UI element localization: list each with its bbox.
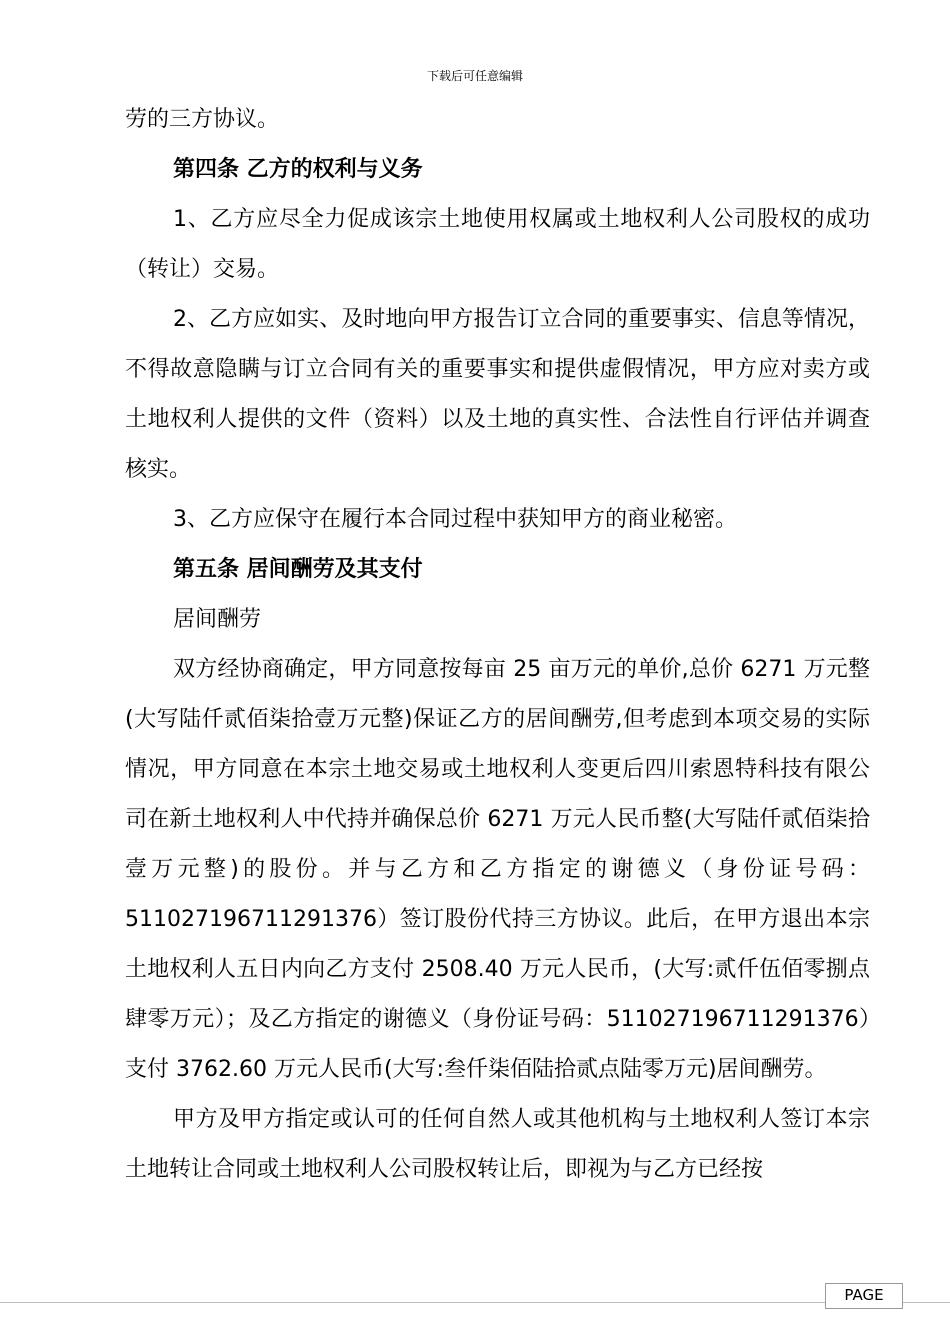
header-note: 下载后可任意编辑 (426, 69, 523, 83)
section-heading: 第四条 乙方的权利与义务 (173, 157, 423, 182)
page-number-field: PAGE (825, 1283, 903, 1309)
paragraph: 2、乙方应如实、及时地向甲方报告订立合同的重要事实、信息等情况，不得故意隐瞒与订立合同有关的重要事实和提供虚假情况，甲方应对卖方或土地权利人提供的文件（资料）以及土地的真实性、合法性自行评估并调查核实。 (125, 307, 870, 482)
paragraph: 劳的三方协议。 (125, 107, 280, 132)
section-heading: 第五条 居间酬劳及其支付 (173, 557, 423, 582)
footer-divider (0, 1302, 950, 1303)
paragraph: 甲方及甲方指定或认可的任何自然人或其他机构与土地权利人签订本宗土地转让合同或土地权利人公司股权转让后，即视为与乙方已经按 (125, 1107, 870, 1182)
subheading: 居间酬劳 (173, 607, 262, 632)
paragraph: 1、乙方应尽全力促成该宗土地使用权属或土地权利人公司股权的成功（转让）交易。 (125, 207, 870, 282)
paragraph: 3、乙方应保守在履行本合同过程中获知甲方的商业秘密。 (173, 507, 737, 532)
paragraph: 双方经协商确定，甲方同意按每亩 25 亩万元的单价,总价 6271 万元整(大写陆仟贰佰柒拾壹万元整)保证乙方的居间酬劳,但考虑到本项交易的实际情况，甲方同意在本宗土地交易或土地权利人变更后四川索恩特科技有限公司在新土地权利人中代持并确保总价 6271 万元人民币整(大写陆仟贰佰柒拾壹万元整)的股份。并与乙方和乙方指定的谢德义（身份证号码：511027196711291376）签订股份代持三方协议。此后，在甲方退出本宗土地权利人五日内向乙方支付 2508.40 万元人民币，(大写:贰仟伍佰零捌点肆零万元）；及乙方指定的谢德义（身份证号码：511027196711291376）支付 3762.60 万元人民币(大写:叁仟柒佰陆拾贰点陆零万元)居间酬劳。 (125, 657, 870, 1082)
document-body (125, 95, 870, 1195)
